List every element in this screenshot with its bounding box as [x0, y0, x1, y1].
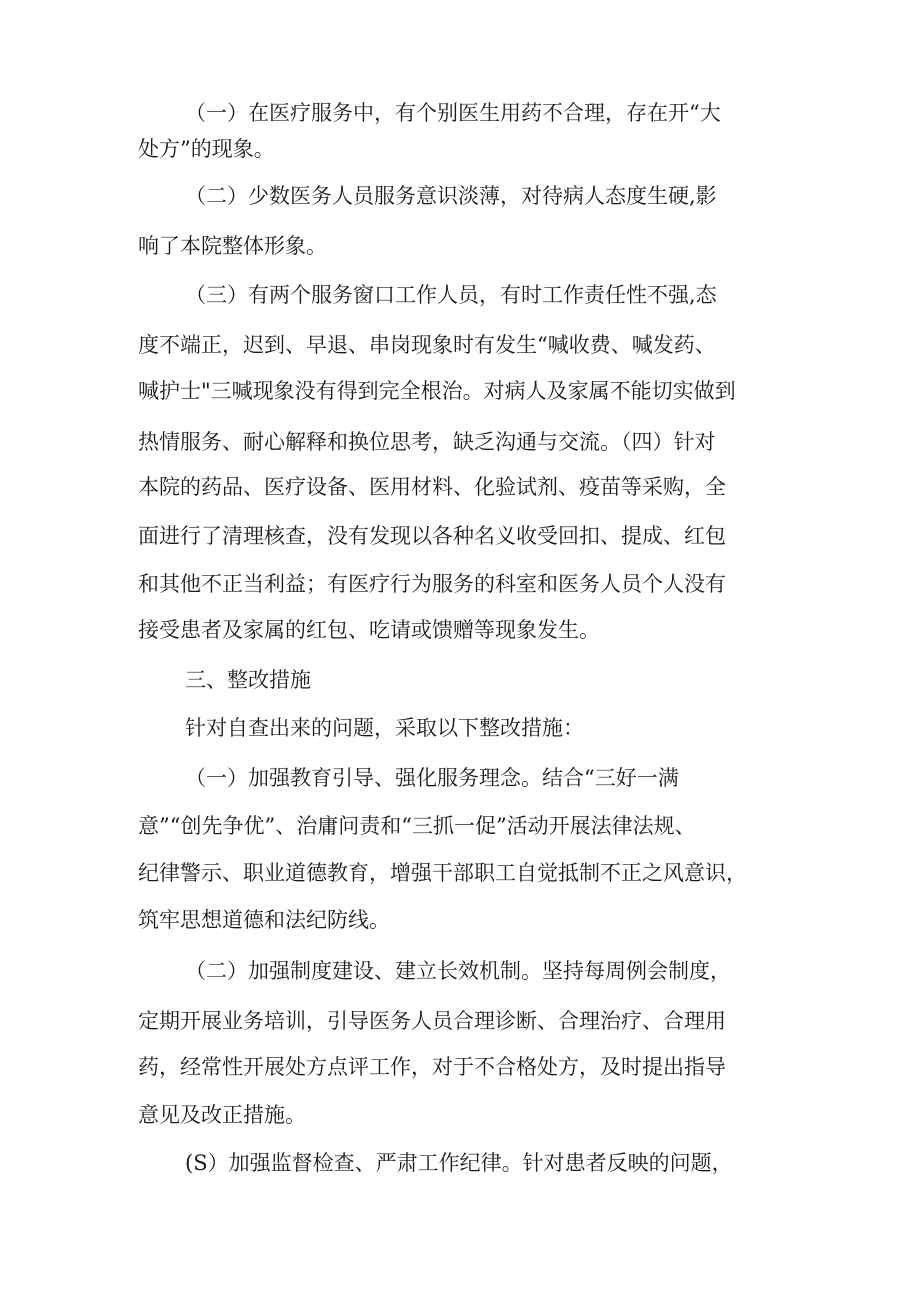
measure-2-line-1: （二）加强制度建设、建立长效机制。坚持每周例会制度， [185, 959, 731, 983]
section-intro: 针对自查出来的问题，采取以下整改措施： [185, 716, 584, 740]
measure-1-line-4: 筑牢思想道德和法纪防线。 [138, 908, 390, 932]
para-1-line-2: 处方”的现象。 [138, 137, 275, 161]
measure-1-line-3: 纪律警示、职业道德教育，增强干部职工自觉抵制不正之风意识， [138, 861, 747, 885]
para-3-line-5: 本院的药品、医疗设备、医用材料、化验试剂、疫苗等采购，全 [138, 475, 726, 499]
measure-1-line-1: （一）加强教育引导、强化服务理念。结合“三好一满 [185, 766, 679, 790]
para-1-line-1: （一）在医疗服务中，有个别医生用药不合理，存在开“大 [185, 101, 721, 125]
para-3-line-1: （三）有两个服务窗口工作人员，有时工作责任性不强,态 [185, 283, 717, 307]
para-3-line-3: 喊护士"三喊现象没有得到完全根治。对病人及家属不能切实做到 [138, 379, 736, 403]
section-heading: 三、整改措施 [185, 668, 311, 692]
measure-2-line-3: 药，经常性开展处方点评工作，对于不合格处方，及时提出指导 [138, 1055, 726, 1079]
para-3-line-8: 接受患者及家属的红包、吃请或馈赠等现象发生。 [138, 618, 600, 642]
measure-2-line-4: 意见及改正措施。 [138, 1103, 306, 1127]
measure-1-line-2: 意”“创先争优”、治庸问责和“三抓一促”活动开展法律法规、 [138, 814, 696, 838]
para-3-line-2: 度不端正，迟到、早退、串岗现象时有发生“喊收费、喊发药、 [138, 333, 716, 357]
para-2-line-1: （二）少数医务人员服务意识淡薄，对待病人态度生硬,影 [185, 184, 717, 208]
para-2-line-2: 响了本院整体形象。 [138, 234, 327, 258]
measure-3-line-1: (S）加强监督检查、严肃工作纪律。针对患者反映的问题， [185, 1151, 733, 1175]
measure-2-line-2: 定期开展业务培训，引导医务人员合理诊断、合理治疗、合理用 [138, 1009, 726, 1033]
para-3-line-6: 面进行了清理核查，没有发现以各种名义收受回扣、提成、红包 [138, 524, 726, 548]
para-3-line-4: 热情服务、耐心解释和换位思考，缺乏沟通与交流。（四）针对 [138, 430, 716, 454]
para-3-line-7: 和其他不正当利益；有医疗行为服务的科室和医务人员个人没有 [138, 572, 726, 596]
